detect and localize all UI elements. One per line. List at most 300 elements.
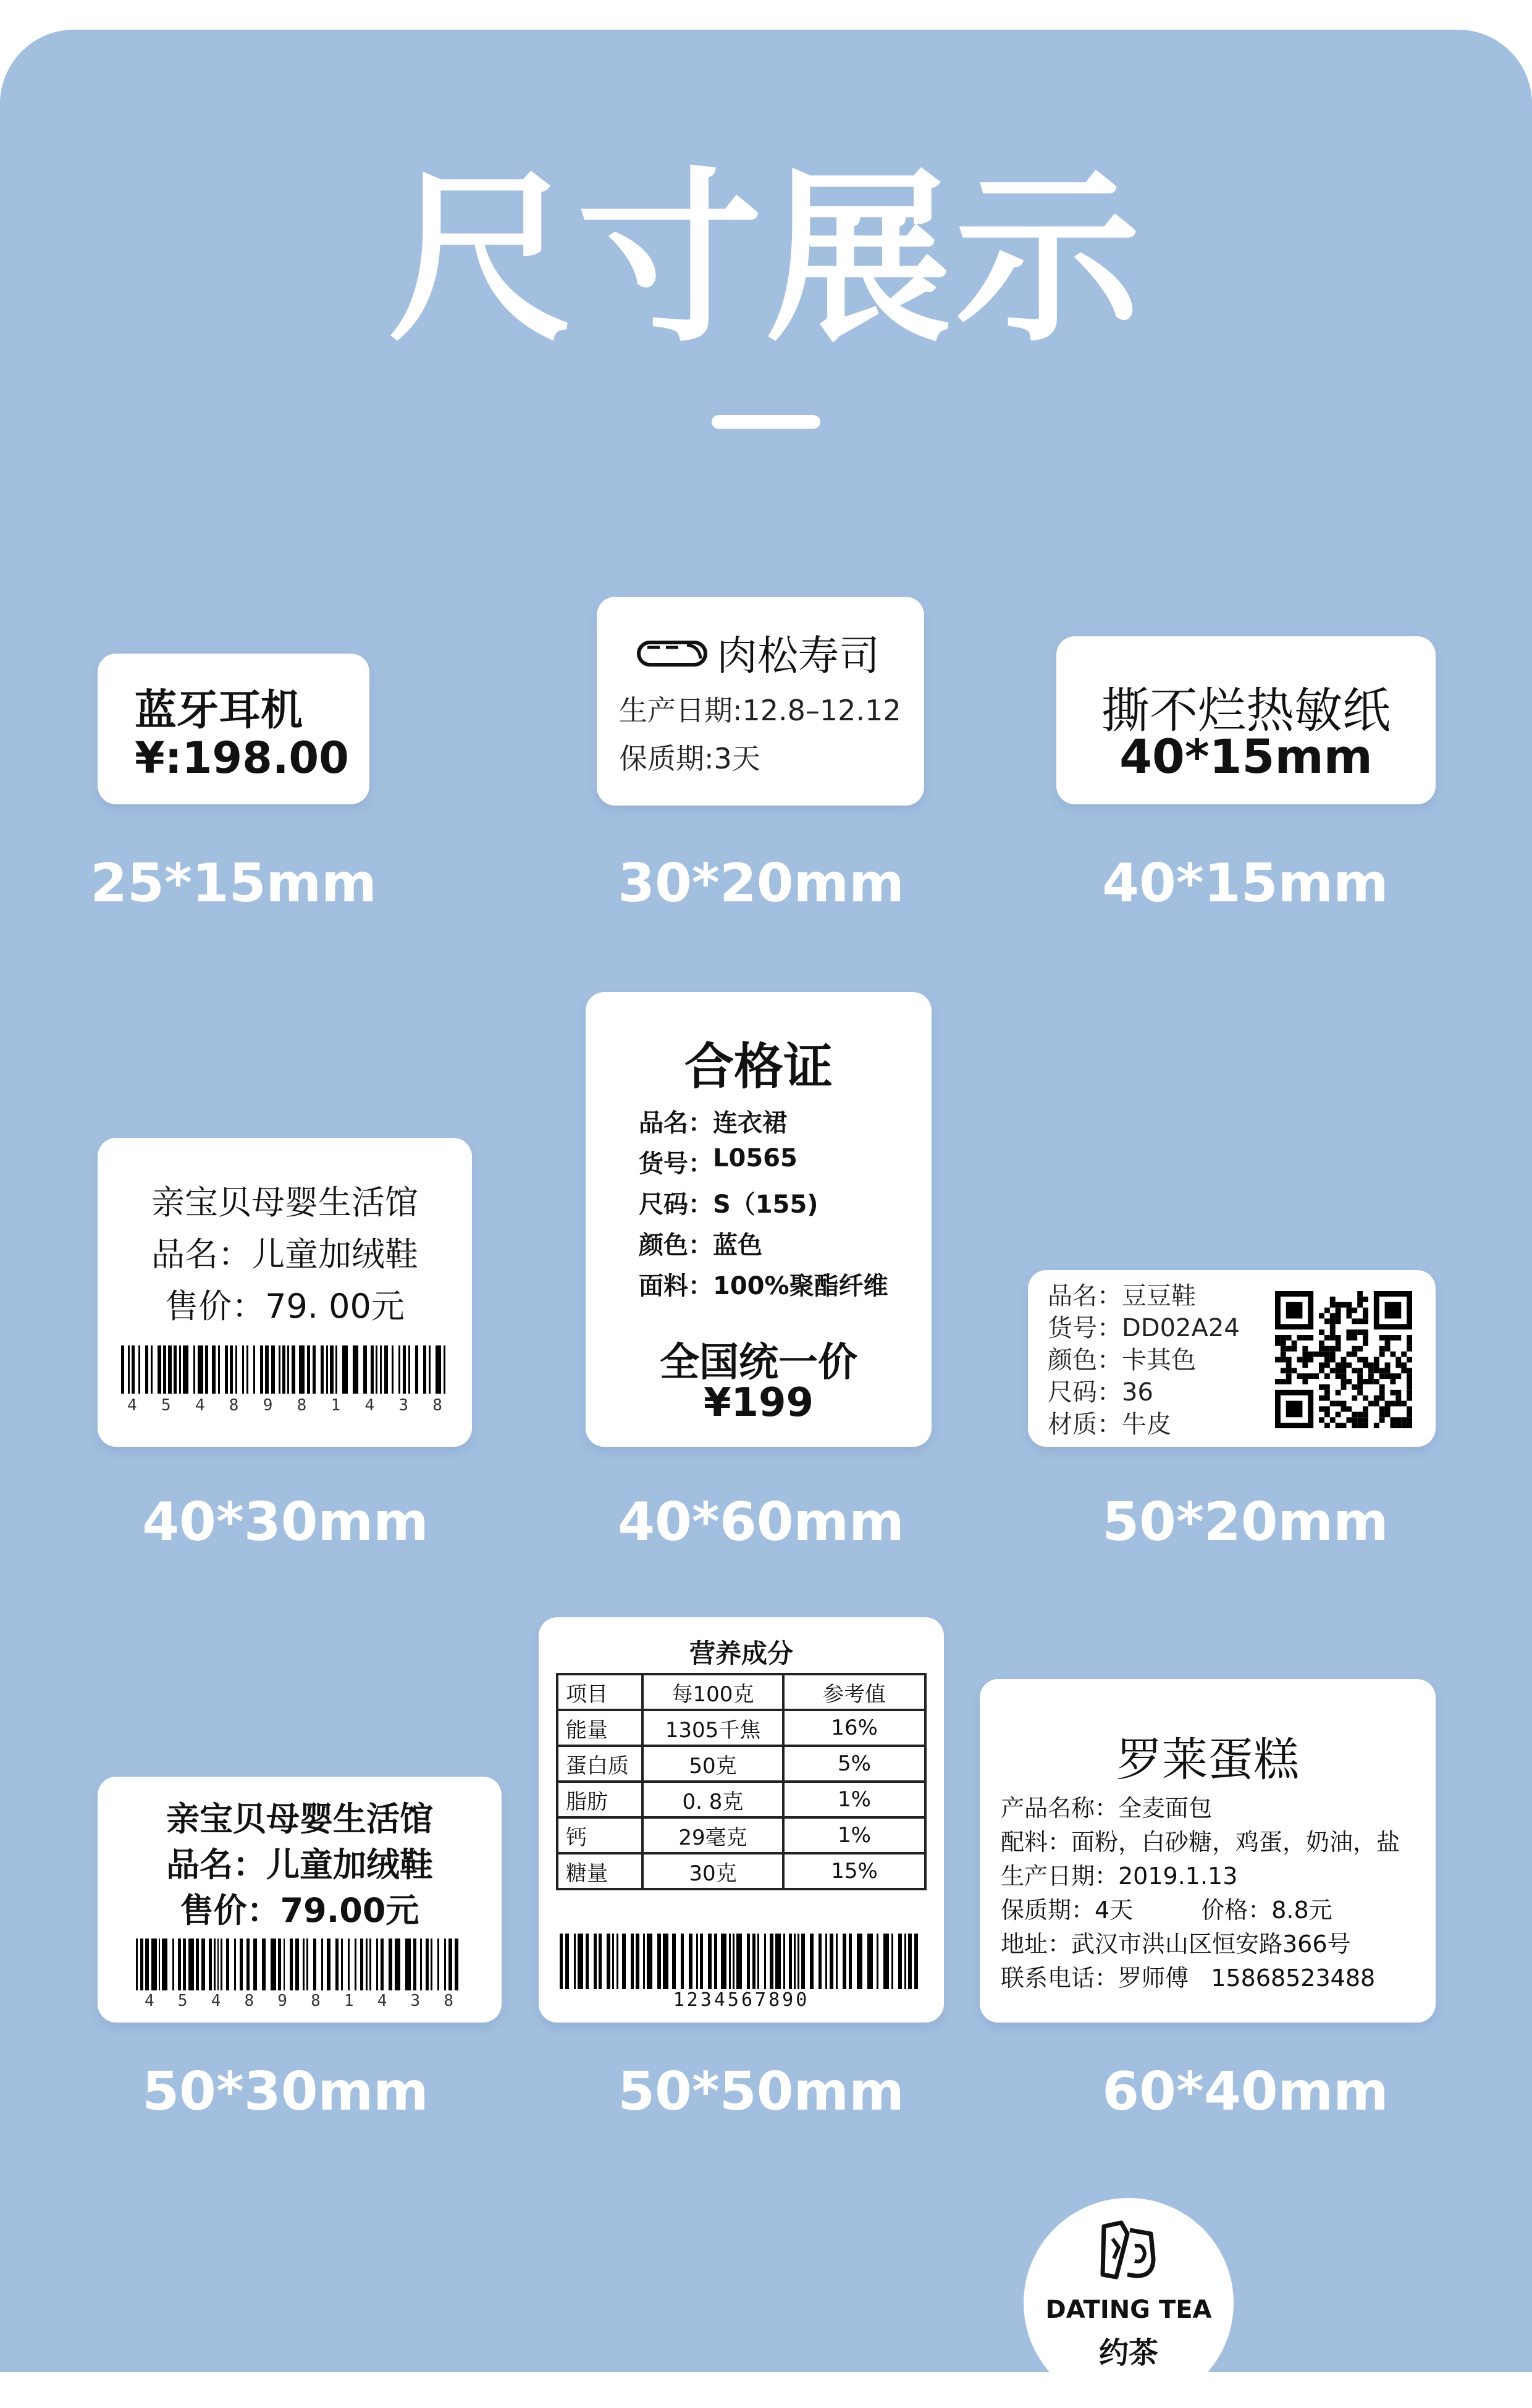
qr-finder-center	[1286, 1302, 1303, 1319]
barcode-bar	[455, 1939, 458, 1990]
barcode-bar	[867, 1934, 873, 1989]
qr-module	[1281, 1368, 1286, 1373]
nutrition-table	[556, 1673, 927, 1890]
label-60x40-shelf-price	[1001, 1893, 1400, 1927]
barcode-bar	[163, 1345, 166, 1394]
qr-module	[1336, 1335, 1341, 1341]
qr-module	[1363, 1297, 1368, 1302]
qr-module	[1297, 1373, 1303, 1379]
qr-module	[1379, 1406, 1385, 1412]
qr-module	[1319, 1352, 1324, 1357]
qr-module	[1352, 1384, 1357, 1390]
qr-module	[1352, 1423, 1357, 1428]
qr-module	[1336, 1390, 1341, 1396]
barcode-digit: 8	[297, 1396, 307, 1415]
table-cell: 脂肪	[557, 1782, 642, 1817]
size-25x15: 25*15mm	[90, 852, 377, 914]
size-40x60: 40*60mm	[618, 1491, 904, 1553]
qr-module	[1341, 1302, 1347, 1308]
qr-module	[1346, 1352, 1352, 1357]
label-25x15	[98, 654, 369, 804]
table-cell: 蛋白质	[557, 1746, 642, 1782]
field-row	[639, 1266, 888, 1307]
label-30x20-header	[635, 623, 880, 681]
barcode-bar	[221, 1939, 222, 1990]
field-row	[639, 1185, 888, 1226]
barcode-digits	[145, 1992, 453, 2010]
barcode-bar	[188, 1939, 194, 1990]
qr-module	[1407, 1379, 1412, 1384]
barcode-bar	[299, 1345, 305, 1394]
qr-module	[1281, 1352, 1286, 1357]
qr-module	[1390, 1379, 1395, 1384]
qr-module	[1352, 1335, 1357, 1341]
title-underline	[712, 415, 820, 429]
page-title: 尺寸展示	[388, 151, 1144, 367]
barcode-bar	[413, 1939, 416, 1990]
barcode-bar	[643, 1934, 645, 1989]
barcode-digits	[127, 1396, 442, 1415]
qr-module	[1379, 1417, 1385, 1423]
qr-module	[1395, 1373, 1401, 1379]
qr-module	[1390, 1417, 1395, 1423]
qr-module	[1336, 1346, 1341, 1352]
qr-module	[1275, 1335, 1281, 1341]
barcode-bar	[672, 1934, 676, 1989]
barcode-bar	[376, 1345, 377, 1394]
barcode-bar	[617, 1934, 618, 1989]
qr-module	[1390, 1352, 1395, 1357]
qr-module	[1341, 1384, 1347, 1390]
qr-module	[1407, 1406, 1412, 1412]
barcode-bar	[783, 1934, 785, 1989]
barcode-bar	[622, 1934, 626, 1989]
qr-module	[1292, 1368, 1297, 1373]
qr-module	[1275, 1379, 1281, 1384]
label-25x15-price: ¥:198.00	[135, 733, 349, 783]
label-50x30	[98, 1777, 502, 2023]
barcode-bar	[415, 1345, 418, 1394]
barcode-bar	[330, 1345, 334, 1394]
qr-module	[1346, 1302, 1352, 1308]
sushi-icon	[635, 634, 709, 671]
qr-module	[1330, 1335, 1336, 1341]
barcode-digit: 8	[229, 1396, 239, 1415]
label-60x40-title: 罗莱蛋糕	[1116, 1733, 1299, 1787]
qr-module	[1385, 1401, 1391, 1407]
barcode-digit: 1	[343, 1992, 354, 2010]
qr-module	[1407, 1357, 1412, 1363]
label-60x40-line: 产品名称：全麦面包	[1001, 1795, 1213, 1822]
qr-module	[1374, 1379, 1379, 1384]
qr-module	[1374, 1362, 1379, 1368]
qr-module	[1357, 1423, 1363, 1428]
barcode-bar	[303, 1939, 305, 1990]
qr-module	[1357, 1291, 1363, 1297]
qr-module	[1357, 1346, 1363, 1352]
field-key: 颜色：	[1048, 1346, 1122, 1374]
barcode-bar	[647, 1934, 652, 1989]
label-30x20	[597, 597, 924, 806]
qr-module	[1336, 1318, 1341, 1324]
qr-finder-center	[1385, 1302, 1402, 1319]
barcode-bar	[801, 1934, 805, 1989]
qr-module	[1324, 1335, 1330, 1341]
qr-module	[1302, 1357, 1308, 1363]
qr-module	[1363, 1417, 1368, 1423]
barcode-bar	[360, 1939, 364, 1990]
qr-module	[1368, 1379, 1374, 1384]
barcode-bar	[226, 1939, 229, 1990]
barcode-bar	[295, 1939, 299, 1990]
qr-module	[1368, 1373, 1374, 1379]
qr-module	[1302, 1352, 1308, 1357]
qr-module	[1390, 1401, 1395, 1407]
field-row	[639, 1103, 888, 1144]
qr-module	[1346, 1329, 1352, 1335]
qr-module	[1357, 1302, 1363, 1308]
qr-module	[1352, 1318, 1357, 1324]
qr-module	[1352, 1346, 1357, 1352]
barcode-bar	[260, 1345, 263, 1394]
qr-module	[1385, 1362, 1391, 1368]
barcode-bar	[240, 1939, 243, 1990]
barcode-bar	[708, 1934, 712, 1989]
barcode-bar	[574, 1934, 576, 1989]
size-40x30: 40*30mm	[142, 1491, 429, 1553]
qr-module	[1395, 1417, 1401, 1423]
field-key: 面料：	[639, 1272, 713, 1300]
barcode-bar	[631, 1934, 634, 1989]
field-value: 连衣裙	[713, 1109, 787, 1137]
label-60x40-address: 地址：武汉市洪山区恒安路366号	[1001, 1930, 1351, 1958]
barcode-bar	[265, 1345, 269, 1394]
qr-module	[1341, 1368, 1347, 1373]
field-row	[1048, 1408, 1240, 1441]
barcode-bar	[594, 1934, 597, 1989]
qr-module	[1407, 1412, 1412, 1417]
barcode-bar	[729, 1934, 731, 1989]
qr-module	[1407, 1368, 1412, 1373]
barcode-bar	[810, 1934, 814, 1989]
label-30x20-name: 肉松寿司	[717, 632, 880, 680]
field-key: 货号：	[639, 1150, 713, 1178]
barcode-bar	[384, 1345, 388, 1394]
barcode-bar	[825, 1934, 827, 1989]
barcode-bar	[307, 1345, 310, 1394]
field-key: 品名：	[639, 1109, 713, 1137]
qr-module	[1330, 1352, 1336, 1357]
barcode-bar	[246, 1939, 250, 1990]
barcode-digit: 3	[398, 1396, 409, 1415]
barcode-bar	[770, 1934, 773, 1989]
barcode-bar	[607, 1934, 610, 1989]
barcode-bar	[196, 1939, 199, 1990]
qr-module	[1324, 1318, 1330, 1324]
qr-module	[1319, 1313, 1324, 1319]
label-40x60-fields	[639, 1103, 888, 1307]
qr-module	[1302, 1346, 1308, 1352]
qr-module	[1286, 1368, 1292, 1373]
qr-module	[1324, 1396, 1330, 1401]
qr-module	[1324, 1406, 1330, 1412]
label-60x40-contact: 联系电话：罗师傅 15868523488	[1001, 1964, 1376, 1992]
field-value: 36	[1122, 1378, 1153, 1407]
qr-module	[1341, 1406, 1347, 1412]
barcode-bar	[857, 1934, 862, 1989]
label-50x20-fields	[1048, 1280, 1240, 1441]
barcode-bar	[904, 1934, 906, 1989]
qr-module	[1286, 1346, 1292, 1352]
label-40x30-price: 售价：79. 00元	[165, 1287, 405, 1326]
qr-module	[1395, 1396, 1401, 1401]
barcode-bar	[205, 1345, 208, 1394]
barcode-bar	[218, 1345, 220, 1394]
barcode-bar	[794, 1934, 796, 1989]
qr-module	[1357, 1368, 1363, 1373]
qr-module	[1401, 1352, 1407, 1357]
qr-module	[1363, 1412, 1368, 1417]
barcode-digit: 5	[161, 1396, 171, 1415]
qr-module	[1292, 1341, 1297, 1346]
barcode-bar	[819, 1934, 822, 1989]
qr-module	[1374, 1368, 1379, 1373]
qr-module	[1352, 1352, 1357, 1357]
qr-module	[1346, 1379, 1352, 1384]
qr-module	[1395, 1362, 1401, 1368]
qr-module	[1319, 1362, 1324, 1368]
qr-module	[1363, 1308, 1368, 1313]
qr-module	[1330, 1368, 1336, 1373]
barcode-bar	[151, 1939, 157, 1990]
barcode-bar	[764, 1934, 766, 1989]
barcode-bar	[657, 1934, 661, 1989]
barcode-bar	[145, 1939, 149, 1990]
field-value: L0565	[713, 1144, 798, 1172]
qr-module	[1374, 1396, 1379, 1401]
qr-module	[1292, 1346, 1297, 1352]
label-40x60	[586, 992, 932, 1447]
qr-module	[1346, 1406, 1352, 1412]
label-30x20-shelf: 保质期:3天	[619, 742, 760, 775]
qr-module	[1407, 1396, 1412, 1401]
barcode-bar	[183, 1345, 188, 1394]
qr-module	[1275, 1341, 1281, 1346]
qr-module	[1302, 1379, 1308, 1384]
table-cell: 50克	[642, 1746, 783, 1782]
barcode-bar	[363, 1345, 367, 1394]
table-cell: 能量	[557, 1710, 642, 1746]
qr-module	[1341, 1401, 1347, 1407]
barcode-bar	[282, 1345, 285, 1394]
field-row	[639, 1144, 888, 1185]
barcode-bar	[830, 1934, 833, 1989]
field-key: 品名：	[1048, 1282, 1122, 1310]
barcode-bar	[136, 1939, 138, 1990]
qr-module	[1357, 1329, 1363, 1335]
qr-module	[1357, 1417, 1363, 1423]
barcode-bar	[335, 1345, 337, 1394]
field-value: 100%聚酯纤维	[713, 1272, 888, 1300]
barcode	[560, 1934, 923, 1989]
table-cell: 1%	[783, 1817, 925, 1853]
barcode-bar	[436, 1345, 441, 1394]
qr-module	[1407, 1384, 1412, 1390]
barcode-bar	[306, 1939, 308, 1990]
barcode-bar	[578, 1934, 583, 1989]
barcode-bar	[214, 1939, 216, 1990]
label-50x30-shop: 亲宝贝母婴生活馆	[166, 1800, 433, 1838]
label-40x15-line1: 撕不烂热敏纸	[1101, 683, 1391, 739]
label-50x30-price: 售价：79.00元	[180, 1891, 419, 1930]
table-cell: 0. 8克	[642, 1782, 783, 1817]
barcode-bar	[369, 1939, 371, 1990]
qr-module	[1352, 1417, 1357, 1423]
barcode-bar	[891, 1934, 893, 1989]
barcode-bar	[560, 1934, 563, 1989]
barcode-bar	[271, 1939, 276, 1990]
barcode-bar	[253, 1345, 255, 1394]
barcode-bar	[398, 1345, 400, 1394]
label-60x40	[980, 1679, 1436, 2023]
field-row	[1048, 1376, 1240, 1408]
qr-module	[1324, 1308, 1330, 1313]
qr-module	[1407, 1335, 1412, 1341]
barcode-bar	[327, 1939, 330, 1990]
barcode-bar	[159, 1939, 161, 1990]
qr-module	[1308, 1352, 1313, 1357]
barcode-digit: 4	[211, 1992, 221, 2010]
barcode-bar	[151, 1345, 153, 1394]
barcode-bar	[209, 1939, 212, 1990]
barcode-bar	[381, 1939, 384, 1990]
qr-module	[1407, 1417, 1412, 1423]
qr-module	[1313, 1373, 1319, 1379]
qr-module	[1319, 1368, 1324, 1373]
barcode-bar	[158, 1345, 161, 1394]
qr-module	[1363, 1379, 1368, 1384]
barcode-bar	[747, 1934, 750, 1989]
barcode-bar	[736, 1934, 742, 1989]
field-value: 豆豆鞋	[1122, 1282, 1196, 1310]
qr-module	[1319, 1384, 1324, 1390]
table-row	[557, 1710, 925, 1746]
barcode-bar	[178, 1939, 181, 1990]
qr-module	[1401, 1423, 1407, 1428]
barcode-bar	[253, 1939, 257, 1990]
barcode-bar	[217, 1939, 219, 1990]
field-value: 蓝色	[713, 1231, 762, 1260]
barcode-bar	[138, 1345, 140, 1394]
barcode-digit: 4	[364, 1396, 375, 1415]
qr-module	[1401, 1362, 1407, 1368]
field-row	[1048, 1312, 1240, 1344]
barcode-bar	[246, 1345, 248, 1394]
barcode-bar	[342, 1345, 348, 1394]
field-value: 卡其色	[1122, 1346, 1196, 1374]
barcode-bar	[405, 1939, 411, 1990]
qr-module	[1357, 1318, 1363, 1324]
barcode-bar	[234, 1939, 236, 1990]
qr-module	[1385, 1341, 1391, 1346]
barcode-bar	[168, 1345, 172, 1394]
barcode-bar	[843, 1934, 846, 1989]
qr-module	[1313, 1352, 1319, 1357]
qr-module	[1385, 1335, 1391, 1341]
barcode-bar	[757, 1934, 759, 1989]
qr-module	[1275, 1357, 1281, 1363]
qr-module	[1368, 1368, 1374, 1373]
table-row	[557, 1853, 925, 1889]
barcode-bar	[353, 1345, 358, 1394]
table-row	[557, 1782, 925, 1817]
table-cell: 1305千焦	[642, 1710, 783, 1746]
barcode-bar	[565, 1934, 569, 1989]
barcode-bar	[140, 1939, 143, 1990]
label-40x30	[98, 1138, 472, 1447]
qr-module	[1297, 1357, 1303, 1363]
qr-module	[1407, 1341, 1412, 1346]
barcode-bar	[326, 1345, 328, 1394]
qr-module	[1379, 1384, 1385, 1390]
qr-module	[1319, 1341, 1324, 1346]
qr-module	[1281, 1346, 1286, 1352]
barcode-bar	[132, 1345, 135, 1394]
qr-module	[1379, 1368, 1385, 1373]
qr-module	[1346, 1308, 1352, 1313]
qr-module	[1330, 1357, 1336, 1363]
qr-module	[1336, 1423, 1341, 1428]
qr-module	[1324, 1346, 1330, 1352]
qr-module	[1324, 1384, 1330, 1390]
table-cell: 29毫克	[642, 1817, 783, 1853]
barcode-bar	[403, 1345, 406, 1394]
qr-module	[1357, 1357, 1363, 1363]
qr-module	[1286, 1362, 1292, 1368]
brand-logo-en: DATING TEA	[1045, 2296, 1212, 2324]
label-50x20	[1028, 1270, 1436, 1447]
barcode-bar	[392, 1345, 394, 1394]
qr-module	[1286, 1373, 1292, 1379]
barcode-bar	[914, 1934, 918, 1989]
qr-module	[1357, 1379, 1363, 1384]
qr-module	[1379, 1335, 1385, 1341]
table-cell: 钙	[557, 1817, 642, 1853]
barcode-bar	[908, 1934, 912, 1989]
barcode-bar	[290, 1939, 293, 1990]
field-row	[1048, 1280, 1240, 1312]
barcode-bar	[162, 1939, 167, 1990]
barcode-bar	[849, 1934, 852, 1989]
size-40x15: 40*15mm	[1102, 852, 1389, 914]
qr-module	[1281, 1357, 1286, 1363]
qr-module	[1319, 1406, 1324, 1412]
barcode-bar	[426, 1939, 429, 1990]
qr-module	[1357, 1384, 1363, 1390]
barcode-bar	[145, 1345, 148, 1394]
qr-module	[1374, 1401, 1379, 1407]
qr-module	[1341, 1373, 1347, 1379]
label-40x60-title: 合格证	[684, 1038, 833, 1095]
qr-module	[1346, 1313, 1352, 1319]
qr-module	[1324, 1412, 1330, 1417]
qr-module	[1330, 1346, 1336, 1352]
barcode-bar	[429, 1345, 431, 1394]
barcode-bar	[408, 1345, 410, 1394]
barcode-bar	[877, 1934, 878, 1989]
barcode-bar	[444, 1345, 445, 1394]
barcode-bar	[448, 1939, 452, 1990]
